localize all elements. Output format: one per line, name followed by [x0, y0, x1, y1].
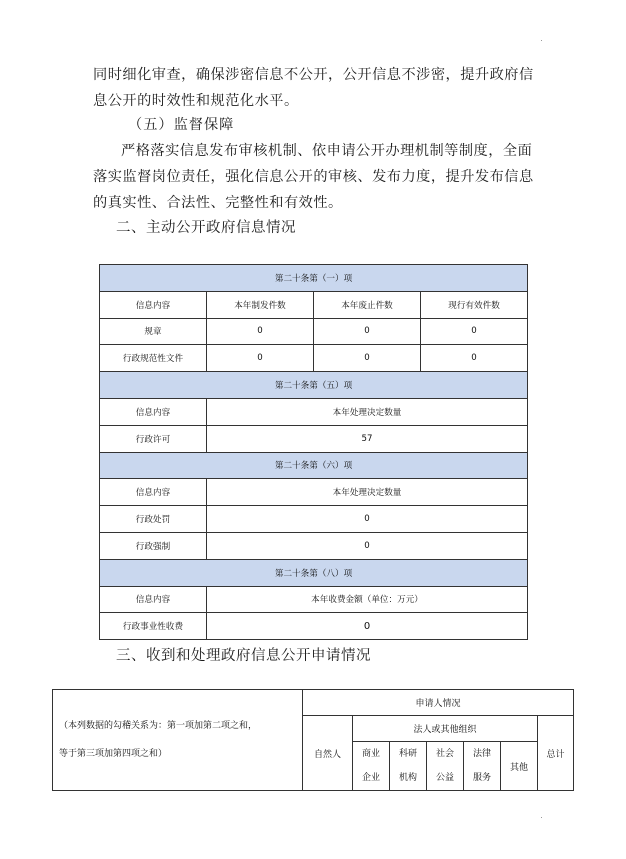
paragraph-review: 同时细化审查，确保涉密信息不公开，公开信息不涉密，提升政府信息公开的时效性和规范化水平。 — [93, 67, 534, 109]
table-cell: 57 — [207, 425, 528, 452]
active-disclosure-table — [99, 264, 528, 640]
column-header: 信息内容 — [100, 398, 207, 425]
org-type-line: 法律 — [472, 749, 491, 759]
formula-note-line2: 等于第三项加第四项之和） — [59, 749, 168, 759]
table-cell: 0 — [314, 345, 421, 372]
table-cell: 0 — [207, 613, 528, 640]
formula-note-cell — [53, 690, 303, 791]
org-type-line: 企业 — [361, 773, 380, 783]
org-type-other-header: 其他 — [501, 742, 538, 791]
table-row — [100, 425, 528, 452]
column-header: 信息内容 — [100, 479, 207, 506]
table-cell: 0 — [207, 532, 528, 559]
org-type-line: 公益 — [435, 773, 454, 783]
article-20-6-header: 第二十条第（六）项 — [100, 452, 528, 479]
org-type-line: 机构 — [398, 773, 417, 783]
article-20-5-header: 第二十条第（五）项 — [100, 372, 528, 399]
table-cell: 0 — [314, 318, 421, 345]
table-cell: 0 — [207, 345, 314, 372]
requests-table — [52, 689, 574, 791]
subheading-supervision: （五）监督保障 — [128, 117, 235, 133]
column-header: 本年制发件数 — [207, 291, 314, 318]
section-heading-requests: 三、收到和处理政府信息公开申请情况 — [116, 648, 371, 664]
table-cell: 0 — [421, 318, 528, 345]
row-label: 行政许可 — [100, 425, 207, 452]
table-row — [100, 345, 528, 372]
paragraph-supervision: 严格落实信息发布审核机制、依申请公开办理机制等制度，全面落实监督岗位责任，强化信息公开的审核、发布力度，提升发布信息的真实性、合法性、完整性和有效性。 — [93, 143, 534, 211]
table-row — [100, 613, 528, 640]
natural-person-header: 自然人 — [303, 716, 353, 791]
row-label: 规章 — [100, 318, 207, 345]
table-cell: 0 — [421, 345, 528, 372]
table-row — [100, 318, 528, 345]
org-type-line: 商业 — [361, 749, 380, 759]
article-20-1-header: 第二十条第（一）项 — [100, 265, 528, 292]
row-label: 行政规范性文件 — [100, 345, 207, 372]
org-type-header — [427, 742, 464, 791]
crop-mark-top-right — [541, 40, 542, 42]
table-row — [100, 506, 528, 533]
table-cell: 0 — [207, 506, 528, 533]
org-type-header — [390, 742, 427, 791]
org-type-line: 科研 — [398, 749, 417, 759]
applicant-header: 申请人情况 — [303, 690, 574, 716]
org-type-header — [353, 742, 390, 791]
row-label: 行政强制 — [100, 532, 207, 559]
column-header: 本年收费金额（单位：万元） — [207, 586, 528, 613]
org-type-line: 服务 — [472, 773, 491, 783]
formula-note-line1: （本列数据的勾稽关系为：第一项加第二项之和， — [59, 721, 258, 731]
total-header: 总计 — [538, 716, 574, 791]
org-type-header — [464, 742, 501, 791]
column-header: 现行有效件数 — [421, 291, 528, 318]
row-label: 行政事业性收费 — [100, 613, 207, 640]
column-header: 本年处理决定数量 — [207, 398, 528, 425]
section-heading-active-disclosure: 二、主动公开政府信息情况 — [116, 220, 296, 236]
article-20-8-header: 第二十条第（八）项 — [100, 559, 528, 586]
crop-mark-bottom-right — [541, 817, 542, 819]
column-header: 本年废止件数 — [314, 291, 421, 318]
table-cell: 0 — [207, 318, 314, 345]
table-row — [100, 532, 528, 559]
column-header: 信息内容 — [100, 291, 207, 318]
org-type-line: 社会 — [435, 749, 454, 759]
legal-org-header: 法人或其他组织 — [353, 716, 538, 742]
column-header: 本年处理决定数量 — [207, 479, 528, 506]
column-header: 信息内容 — [100, 586, 207, 613]
row-label: 行政处罚 — [100, 506, 207, 533]
